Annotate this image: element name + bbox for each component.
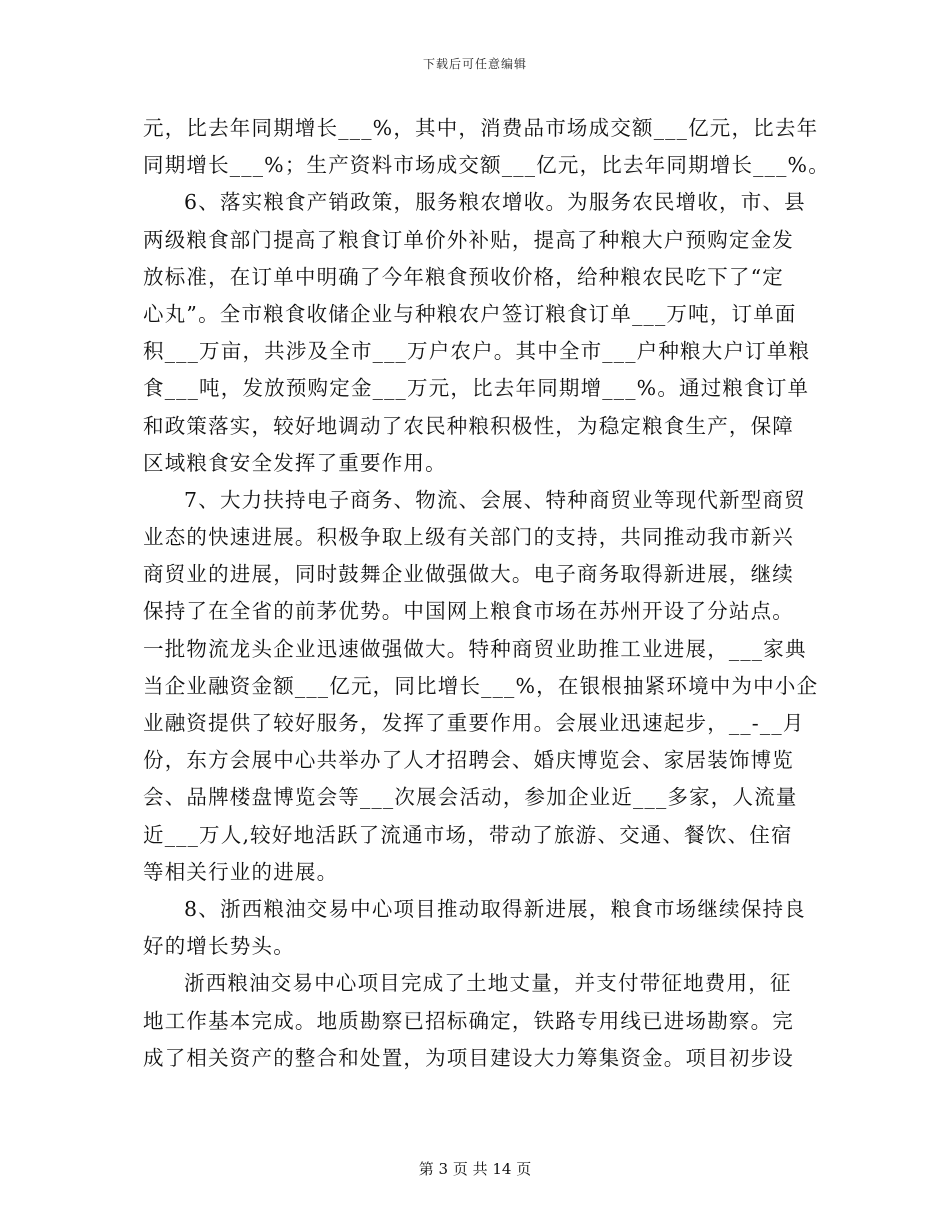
text-line: 业态的快速进展。积极争取上级有关部门的支持，共同推动我市新兴 bbox=[143, 525, 794, 550]
paragraph-start-line: 8、浙西粮油交易中心项目推动取得新进展，粮食市场继续保持良 bbox=[184, 896, 806, 921]
text-line: 区域粮食安全发挥了重要作用。 bbox=[143, 450, 447, 475]
text-line: 好的增长势头。 bbox=[143, 934, 295, 959]
text-line: 积___万亩，共涉及全市___万户农户。其中全市___户种粮大户订单粮 bbox=[143, 339, 811, 364]
text-line: 心丸”。全市粮食收储企业与种粮农户签订粮食订单___万吨，订单面 bbox=[143, 301, 797, 326]
paragraph-start-line: 6、落实粮食产销政策，服务粮农增收。为服务农民增收，市、县 bbox=[184, 190, 806, 215]
text-line: 地工作基本完成。地质勘察已招标确定，铁路专用线已进场勘察。完 bbox=[143, 1008, 794, 1033]
text-line: 等相关行业的进展。 bbox=[143, 859, 339, 884]
paragraph-start-line: 浙西粮油交易中心项目完成了土地丈量，并支付带征地费用，征 bbox=[184, 971, 792, 996]
text-line: 两级粮食部门提高了粮食订单价外补贴，提高了种粮大户预购定金发 bbox=[143, 227, 794, 252]
text-line: 当企业融资金额___亿元，同比增长___%，在银根抽紧环境中为中小企 bbox=[143, 673, 819, 698]
text-line: 近___万人,较好地活跃了流通市场，带动了旅游、交通、餐饮、住宿 bbox=[143, 822, 793, 847]
text-line: 元，比去年同期增长___%，其中，消费品市场成交额___亿元，比去年 bbox=[143, 116, 819, 140]
text-line: 商贸业的进展，同时鼓舞企业做强做大。电子商务取得新进展，继续 bbox=[143, 562, 794, 587]
paragraph-start-line: 7、大力扶持电子商务、物流、会展、特种商贸业等现代新型商贸 bbox=[184, 487, 806, 512]
text-line: 成了相关资产的整合和处置，为项目建设大力筹集资金。项目初步设 bbox=[143, 1045, 794, 1070]
text-line: 会、品牌楼盘博览会等___次展会活动，参加企业近___多家，人流量 bbox=[143, 785, 798, 810]
text-line: 业融资提供了较好服务，发挥了重要作用。会展业迅速起步，__-__月 bbox=[143, 711, 805, 735]
text-line: 份，东方会展中心共举办了人才招聘会、婚庆博览会、家居装饰博览 bbox=[143, 748, 794, 773]
text-line: 和政策落实，较好地调动了农民种粮积极性，为稳定粮食生产，保障 bbox=[143, 413, 794, 438]
document-body bbox=[143, 110, 830, 1077]
page-number: 第 3 页 共 14 页 bbox=[418, 1160, 532, 1178]
text-line: 保持了在全省的前茅优势。中国网上粮食市场在苏州开设了分站点。 bbox=[143, 599, 794, 624]
text-line: 食___吨，发放预购定金___万元，比去年同期增___%。通过粮食订单 bbox=[143, 376, 810, 401]
text-line: 一批物流龙头企业迅速做强做大。特种商贸业助推工业进展，___家典 bbox=[143, 636, 807, 661]
text-line: 同期增长___%；生产资料市场成交额___亿元，比去年同期增长___%。 bbox=[143, 153, 830, 178]
text-line: 放标准，在订单中明确了今年粮食预收价格，给种粮农民吃下了“定 bbox=[143, 264, 784, 289]
page-header-note: 下载后可任意编辑 bbox=[422, 57, 527, 71]
